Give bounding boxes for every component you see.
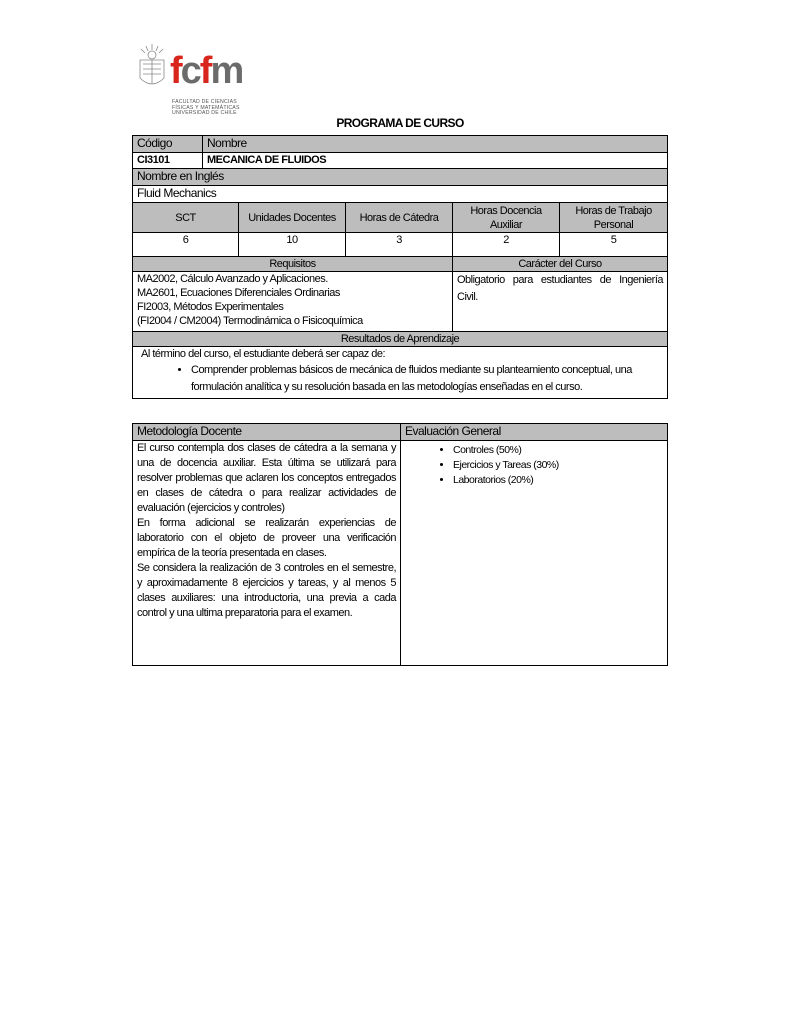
logo-letter: f [170, 50, 181, 92]
fcfm-logo [136, 42, 256, 120]
metodologia-content [133, 441, 401, 666]
evaluacion-content [401, 441, 668, 666]
evaluacion-label: Evaluación General [401, 424, 668, 441]
logo-subtitle-line: UNIVERSIDAD DE CHILE [172, 110, 237, 117]
value-sct: 6 [133, 233, 239, 257]
page-title: PROGRAMA DE CURSO [336, 116, 464, 130]
logo-letter: c [180, 50, 200, 92]
resultados-content [133, 347, 668, 399]
col-header-unidades: Unidades Docentes [239, 203, 346, 233]
course-code: CI3101 [133, 153, 203, 169]
value-horas-catedra: 3 [346, 233, 453, 257]
col-header-horas-catedra: Horas de Cátedra [346, 203, 453, 233]
requisito-item: MA2002, Cálculo Avanzado y Aplicaciones. [137, 273, 328, 285]
col-header-horas-auxiliar: Horas Docencia Auxiliar [453, 203, 560, 233]
nombre-ingles-label: Nombre en Inglés [133, 169, 668, 186]
value-unidades: 10 [239, 233, 346, 257]
logo-letter: f [199, 50, 211, 92]
evaluacion-item: • Controles (50%) [453, 443, 663, 458]
logo-subtitle-line: FÍSICAS Y MATEMÁTICAS [172, 104, 240, 111]
metodologia-table [132, 423, 668, 666]
requisitos-list [133, 272, 453, 332]
requisito-item: FI2003, Métodos Experimentales [137, 301, 284, 313]
codigo-label: Código [133, 136, 203, 153]
value-horas-personal: 5 [560, 233, 668, 257]
evaluacion-item: • Ejercicios y Tareas (30%) [453, 458, 663, 473]
resultados-label: Resultados de Aprendizaje [133, 332, 668, 347]
evaluacion-item: • Laboratorios (20%) [453, 473, 663, 488]
nombre-ingles: Fluid Mechanics [133, 186, 668, 203]
course-name: MECANICA DE FLUIDOS [203, 153, 668, 169]
metodologia-paragraph: Se considera la realización de 3 controles en el semestre, y aproximadamente 8 ejercicios y tareas, y al menos 5 clases auxiliares: una introductoria, una previa a cada control y una ultima preparatoria para el examen. [137, 562, 396, 619]
logo-subtitle-line: FACULTAD DE CIENCIAS [172, 99, 237, 105]
metodologia-label: Metodología Docente [133, 424, 401, 441]
metodologia-paragraph: El curso contempla dos clases de cátedra a la semana y una de docencia auxiliar. Esta última se utilizará para resolver problemas que aclaren los conceptos entregados en clases de cátedra o para realizar actividades de evaluación (ejercicios y controles) [137, 442, 396, 514]
caracter-text: Obligatorio para estudiantes de Ingeniería Civil. [453, 272, 668, 332]
metodologia-paragraph: En forma adicional se realizarán experiencias de laboratorio con el objeto de proveer una verificación empírica de la teoría presentada en clases. [137, 517, 396, 559]
col-header-horas-personal: Horas de Trabajo Personal [560, 203, 668, 233]
logo-wordmark [170, 50, 242, 93]
course-table [132, 135, 668, 399]
requisitos-label: Requisitos [133, 257, 453, 272]
value-horas-auxiliar: 2 [453, 233, 560, 257]
resultados-intro: Al término del curso, el estudiante deberá ser capaz de: [141, 348, 386, 360]
logo-letter: m [210, 50, 243, 92]
resultados-item: • Comprender problemas básicos de mecánica de fluidos mediante su planteamiento conceptual, una formulación analítica y su resolución basada en las metodologías enseñadas en el curso. [191, 362, 663, 396]
university-seal-icon [136, 44, 168, 92]
logo-subtitle [172, 100, 240, 117]
col-header-sct: SCT [133, 203, 239, 233]
requisito-item: (FI2004 / CM2004) Termodinámica o Fisicoquímica [137, 315, 363, 327]
requisito-item: MA2601, Ecuaciones Diferenciales Ordinarias [137, 287, 340, 299]
logo-wordmark-text [170, 50, 242, 92]
nombre-label: Nombre [203, 136, 668, 153]
caracter-label: Carácter del Curso [453, 257, 668, 272]
